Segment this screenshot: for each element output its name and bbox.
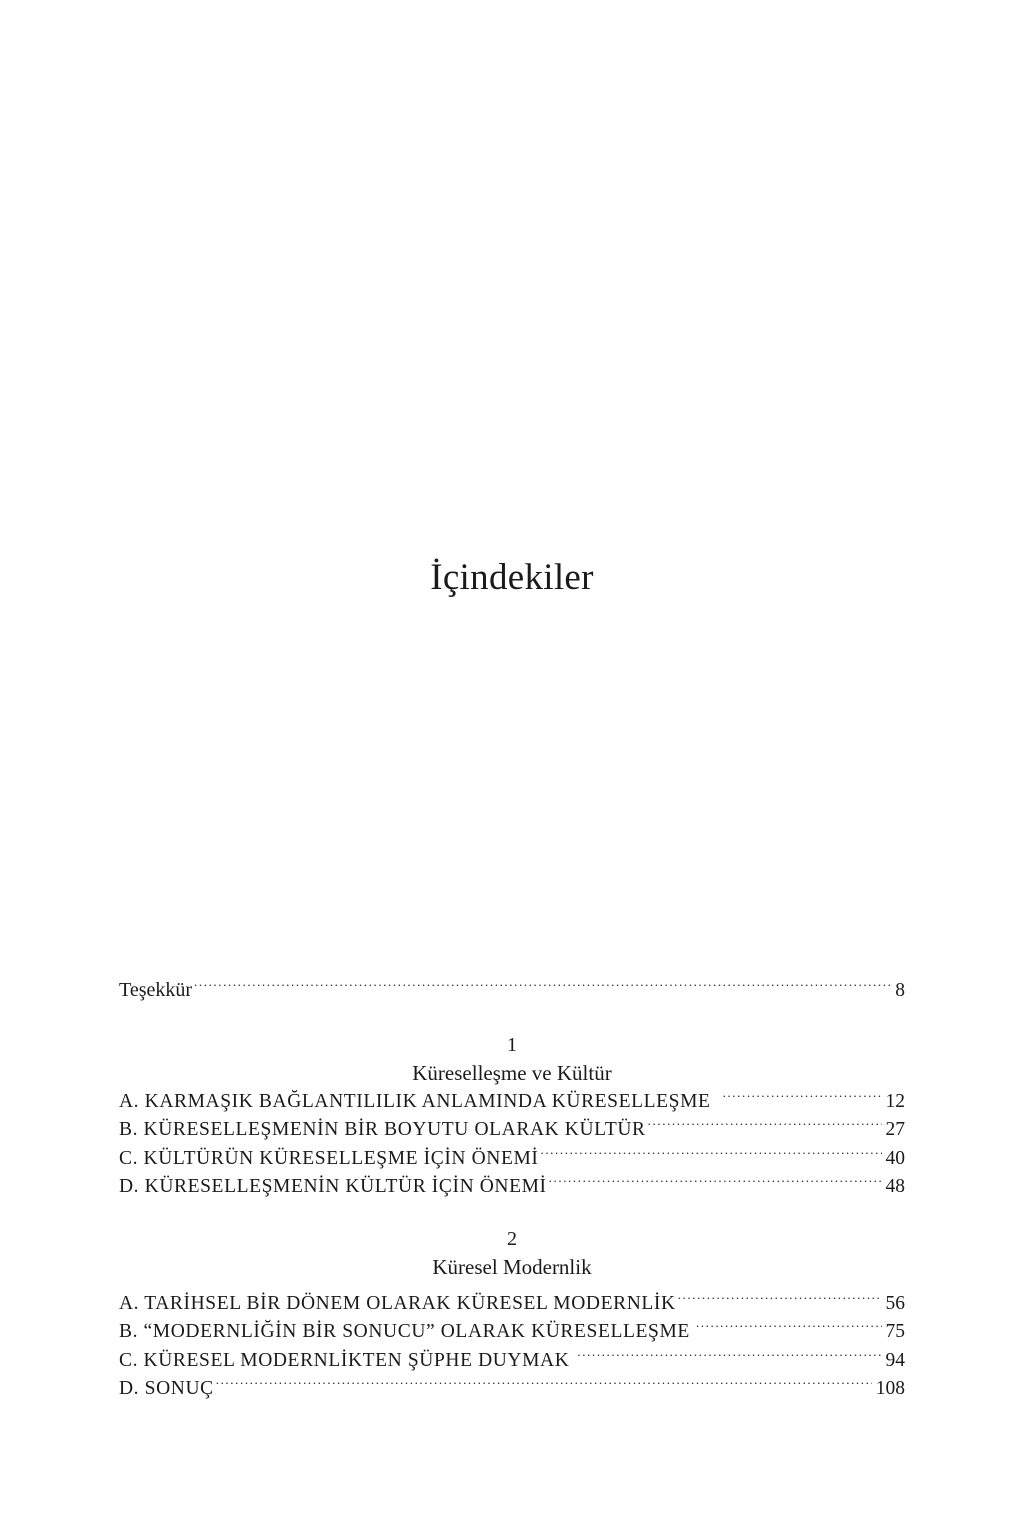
- chapter-title: Küresel Modernlik: [432, 1255, 592, 1279]
- toc-entry-label: A. TARİHSEL BİR DÖNEM OLARAK KÜRESEL MODERNLİK: [119, 1292, 676, 1314]
- dot-leader: [194, 977, 891, 997]
- toc-entry-label: B. KÜRESELLEŞMENİN BİR BOYUTU OLARAK KÜLTÜR: [119, 1119, 646, 1140]
- toc-entry[interactable]: [119, 1318, 905, 1347]
- dot-leader: [723, 1087, 882, 1107]
- chapter-title: Küreselleşme ve Kültür: [412, 1061, 612, 1085]
- toc-entry-label: D. KÜRESELLEŞMENİN KÜLTÜR İÇİN ÖNEMİ: [119, 1176, 547, 1197]
- toc-entry[interactable]: [119, 1116, 905, 1145]
- toc-entry[interactable]: [119, 1087, 905, 1116]
- toc-entry-preface[interactable]: [119, 976, 905, 1005]
- toc-entry-label: A. KARMAŞIK BAĞLANTILILIK ANLAMINDA KÜRESELLEŞME: [119, 1090, 711, 1112]
- toc-entry[interactable]: [119, 1144, 905, 1173]
- dot-leader: [549, 1173, 882, 1193]
- chapter-number: 2: [507, 1228, 517, 1250]
- toc-page-number: 108: [875, 1378, 905, 1399]
- dot-leader: [216, 1375, 872, 1395]
- toc-entry[interactable]: [119, 1346, 905, 1375]
- dot-leader: [678, 1289, 882, 1309]
- dot-leader: [648, 1116, 882, 1136]
- chapter-number: 1: [507, 1034, 517, 1056]
- table-of-contents: [119, 976, 905, 1403]
- page-title: İçindekiler: [430, 557, 594, 598]
- toc-page-number: 56: [885, 1292, 905, 1314]
- toc-entry-label: C. KÜRESEL MODERNLİKTEN ŞÜPHE DUYMAK: [119, 1349, 570, 1371]
- toc-entry[interactable]: [119, 1289, 905, 1318]
- toc-page-number: 8: [895, 980, 905, 1001]
- toc-entry-label: Teşekkür: [119, 979, 193, 1001]
- toc-page-number: 48: [885, 1176, 905, 1197]
- toc-page-number: 27: [885, 1119, 905, 1140]
- toc-page-number: 12: [885, 1090, 905, 1112]
- toc-page-number: 40: [885, 1147, 905, 1169]
- chapter-heading-2: [119, 1225, 905, 1281]
- chapter-heading-1: [119, 1031, 905, 1087]
- dot-leader: [696, 1318, 882, 1338]
- dot-leader: [540, 1144, 881, 1164]
- toc-entry[interactable]: [119, 1375, 905, 1404]
- toc-entry-label: D. SONUÇ: [119, 1378, 214, 1399]
- toc-page-number: 75: [885, 1321, 905, 1342]
- dot-leader: [577, 1346, 881, 1366]
- toc-entry-label: C. KÜLTÜRÜN KÜRESELLEŞME İÇİN ÖNEMİ: [119, 1147, 539, 1169]
- toc-entry[interactable]: [119, 1173, 905, 1202]
- toc-page-number: 94: [885, 1349, 905, 1371]
- toc-entry-label: B. “MODERNLİĞİN BİR SONUCU” OLARAK KÜRESELLEŞME: [119, 1321, 690, 1342]
